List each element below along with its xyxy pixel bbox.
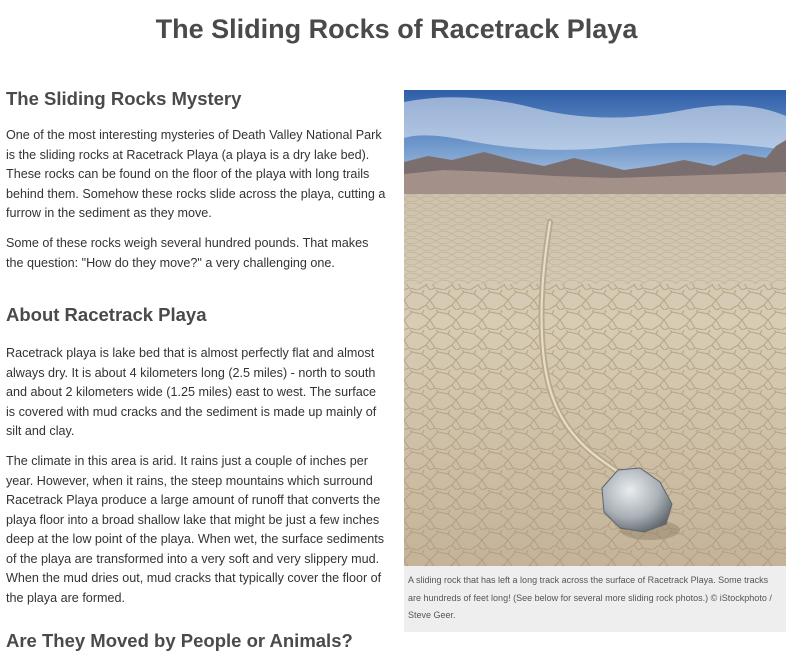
paragraph-about-climate: The climate in this area is arid. It rains just a couple of inches per year. However, when it rains, the steep mountains which surround Racetrack Playa produce a large amount of runoff that converts the playa floor into a broad shallow lake that might be just a few inches deep at the low point of the playa. When wet, the surface sediments of the playa are transformed into a very soft and very slippery mud. When the mud dries out, mud cracks that typically cover the floor of the playa are formed. (6, 454, 385, 605)
page-title: The Sliding Rocks of Racetrack Playa (155, 14, 638, 44)
paragraph-about-dimensions: Racetrack playa is lake bed that is almost perfectly flat and almost always dry. It is about 4 kilometers long (2.5 miles) - north to south and about 2 kilometers wide (1.25 miles) east to west. The surface is covered with mud cracks and the sediment is made up mainly of silt and clay. (6, 346, 377, 438)
paragraph-mystery-weight: Some of these rocks weigh several hundred pounds. That makes the question: "How do they move?" a very challenging one. (6, 236, 369, 270)
heading-moved-by-people-or-animals: Are They Moved by People or Animals? (6, 630, 353, 651)
heading-sliding-rocks-mystery: The Sliding Rocks Mystery (6, 88, 242, 109)
photo-figure (404, 90, 786, 632)
photo-caption: A sliding rock that has left a long track across the surface of Racetrack Playa. Some tracks are hundreds of feet long! (See below for several more sliding rock photos.) © iStockphoto / Steve Geer. (408, 575, 772, 620)
paragraph-mystery-intro: One of the most interesting mysteries of Death Valley National Park is the sliding rocks at Racetrack Playa (a playa is a dry lake bed). These rocks can be found on the floor of the playa with long trails behind them. Somehow these rocks slide across the playa, cutting a furrow in the sediment as they move. (6, 128, 386, 220)
sliding-rock-photo (404, 90, 786, 566)
heading-about-racetrack-playa: About Racetrack Playa (6, 304, 207, 325)
